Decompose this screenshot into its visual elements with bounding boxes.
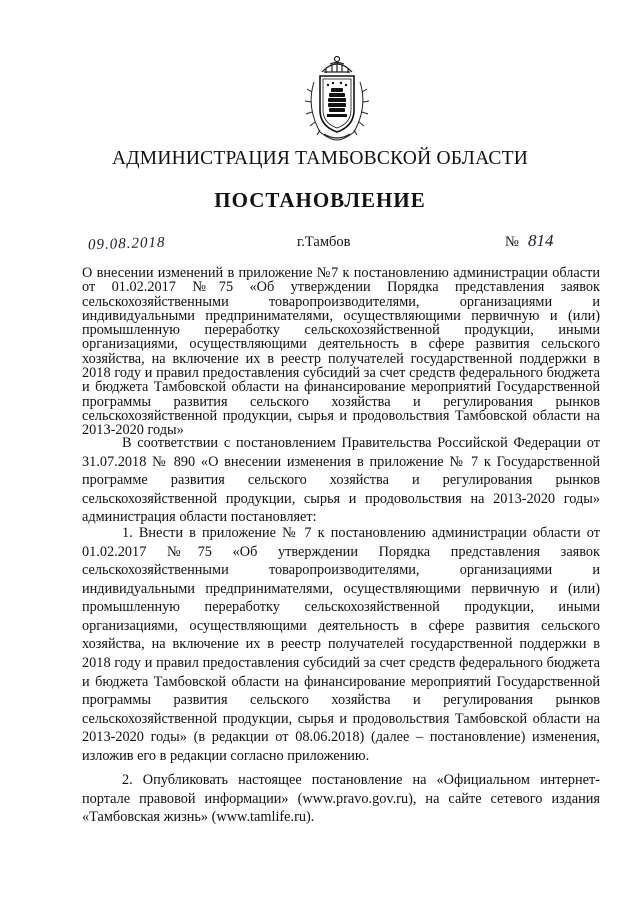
document-date: 09.08.2018: [87, 234, 166, 254]
document-title: О внесении изменений в приложение №7 к постановлению администрации области от 01.02.2017 №75 «Об утверждении Порядка представления заявок сельскохозяйственными товаропроизводителями, организациями и индивидуальными предпринимателями, осуществляющими первичную и (или) промышленную переработку сельскохозяйственной продукции, иными организациями, осуществляющими деятельность в сфере развития сельского хозяйства, на включение их в реестр получателей государственной поддержки в 2018 году и правил предоставления субсидий за счет средств федерального бюджета и бюджета Тамбовской области на финансирование мероприятий Государственной программы развития сельского хозяйства и регулирования рынков сельскохозяйственной продукции, сырья и продовольствия Тамбовской области на 2013-2020 годы»: [82, 265, 600, 439]
number-sign: №: [505, 234, 519, 250]
organization-name: АДМИНИСТРАЦИЯ ТАМБОВСКОЙ ОБЛАСТИ: [112, 148, 528, 169]
clause-2-paragraph: 2. Опубликовать настоящее постановление на «Официальном интернет-портале правовой информации» (www.pravo.gov.ru), на сайте сетевого издания «Тамбовская жизнь» (www.tamlife.ru).: [82, 772, 600, 826]
document-city: г.Тамбов: [297, 234, 351, 250]
document-number: 814: [528, 231, 554, 250]
document-type: ПОСТАНОВЛЕНИЕ: [214, 188, 426, 212]
coat-of-arms-icon: [300, 52, 374, 144]
preamble-paragraph: В соответствии с постановлением Правительства Российской Федерации от 31.07.2018 № 890 «О внесении изменения в приложение № 7 к Государственной программе развития сельского хозяйства и регулирования рынков сельскохозяйственной продукции, сырья и продовольствия на 2013-2020 годы» администрация области постановляет:: [82, 435, 600, 526]
clause-1-paragraph: 1. Внести в приложение № 7 к постановлению администрации области от 01.02.2017 №75 «Об утверждении Порядка представления заявок сельскохозяйственными товаропроизводителями, организациями и индивидуальными предпринимателями, осуществляющими первичную и (или) промышленную переработку сельскохозяйственной продукции, иными организациями, осуществляющими деятельность в сфере развития сельского хозяйства, на включение их в реестр получателей государственной поддержки в 2018 году и правил предоставления субсидий за счет средств федерального бюджета и бюджета Тамбовской области на финансирование мероприятий Государственной программы развития сельского хозяйства и регулирования рынков сельскохозяйственной продукции, сырья и продовольствия Тамбовской области на 2013-2020 годы» (в редакции от 08.06.2018) (далее – постановление) изменения, изложив его в редакции согласно приложению.: [82, 525, 600, 764]
